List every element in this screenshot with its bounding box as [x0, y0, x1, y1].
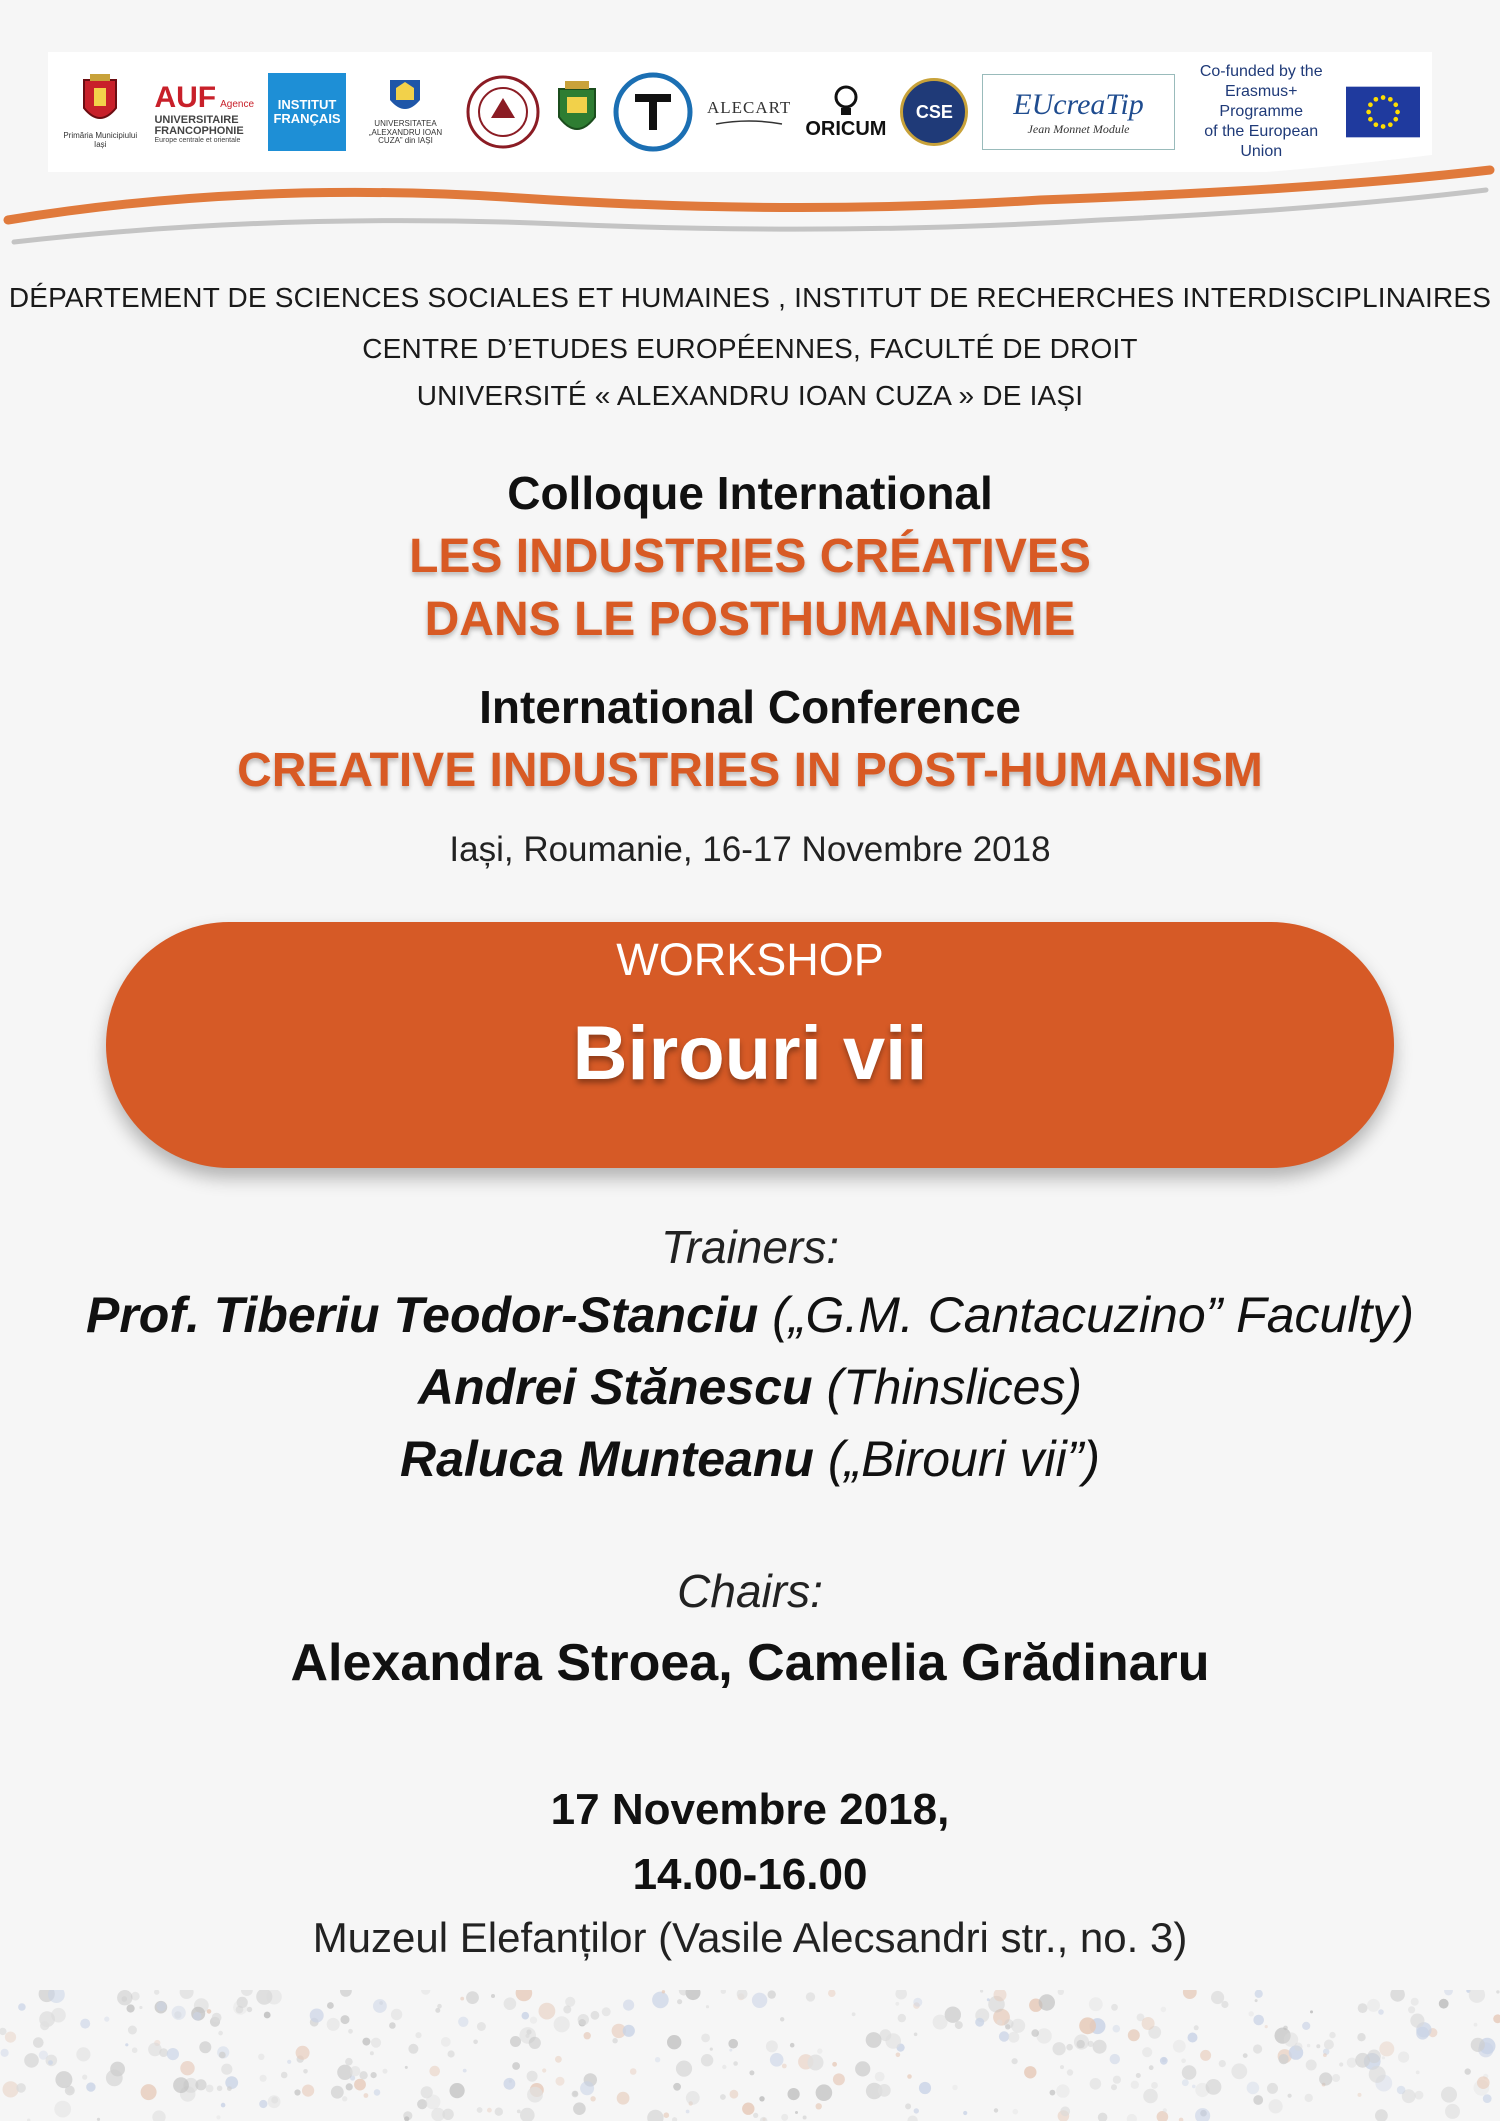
lightbulb-icon [831, 84, 861, 118]
chairs-label: Chairs: [677, 1565, 823, 1617]
auf-logo-main: AUF [154, 80, 217, 114]
uaic-logo: UNIVERSITATEA „ALEXANDRU IOAN CUZA” din IAȘI [360, 66, 451, 158]
erasmus-cofunded-logo: Co-funded by the Erasmus+ Programme of the European Union [1189, 62, 1420, 162]
event-venue: Muzeul Elefanților (Vasile Alecsandri str., no. 3) [312, 1914, 1188, 1961]
cse-logo: CSE [900, 66, 968, 158]
conference-label: International Conference [479, 681, 1021, 733]
trainers-label: Trainers: [660, 1221, 840, 1273]
place-and-dates: Iași, Roumanie, 16-17 Novembre 2018 [449, 830, 1051, 869]
chairs-names: Alexandra Stroea, Camelia Grădinaru [290, 1634, 1210, 1692]
underline-swoosh-icon [714, 118, 784, 126]
oricum-logo: ORICUM [805, 66, 886, 158]
french-title-line2: DANS LE POSTHUMANISME [424, 593, 1076, 646]
trainer-item [0, 1358, 1500, 1416]
english-title: CREATIVE INDUSTRIES IN POST-HUMANISM [237, 744, 1263, 797]
dimitrie-cantemir-seal [465, 66, 541, 158]
eucreatip-logo: EUcreaTip Jean Monnet Module [982, 74, 1174, 150]
university-line: UNIVERSITÉ « ALEXANDRU IOAN CUZA » DE IAȘI [416, 380, 1084, 411]
trainer-name: Prof. Tiberiu Teodor-Stanciu [86, 1287, 759, 1343]
trainer-affiliation: (Thinslices) [826, 1359, 1083, 1415]
trainer-item [0, 1430, 1500, 1488]
workshop-label: WORKSHOP [616, 934, 884, 985]
usamv-logo [555, 66, 599, 158]
university-crest-icon [388, 78, 422, 118]
institut-francais-logo: INSTITUT FRANÇAIS [268, 66, 346, 158]
centre-line: CENTRE D’ETUDES EUROPÉENNES, FACULTÉ DE DROIT [362, 333, 1138, 364]
trainer-affiliation: („G.M. Cantacuzino” Faculty) [772, 1287, 1414, 1343]
alecart-logo: ALECART [707, 66, 791, 158]
unatc-logo [613, 66, 693, 158]
department-line: DÉPARTEMENT DE SCIENCES SOCIALES ET HUMAINES , INSTITUT DE RECHERCHES INTERDISCIPLINAIRES [8, 282, 1492, 313]
french-title-line1: LES INDUSTRIES CRÉATIVES [409, 530, 1091, 583]
workshop-title: Birouri vii [572, 1011, 928, 1096]
primaria-logo: Primăria Municipiului Iași [60, 66, 140, 158]
university-seal-icon [465, 74, 541, 150]
colloque-label: Colloque International [507, 467, 993, 519]
trainer-item [0, 1286, 1500, 1344]
theatre-seal-icon [613, 72, 693, 152]
decorative-dots [0, 1990, 1500, 2121]
eu-flag-icon [1346, 84, 1420, 140]
decorative-wave [0, 150, 1500, 260]
event-time: 14.00-16.00 [632, 1850, 868, 1899]
shield-icon [555, 81, 599, 143]
trainer-name: Raluca Munteanu [399, 1431, 814, 1487]
trainer-affiliation: („Birouri vii”) [827, 1431, 1101, 1487]
crest-icon [80, 74, 120, 130]
event-date: 17 Novembre 2018, [550, 1785, 950, 1834]
workshop-banner [106, 922, 1394, 1168]
trainer-name: Andrei Stănescu [417, 1359, 813, 1415]
auf-logo: AUF Agence UNIVERSITAIRE FRANCOPHONIE Europe centrale et orientale [154, 80, 255, 144]
